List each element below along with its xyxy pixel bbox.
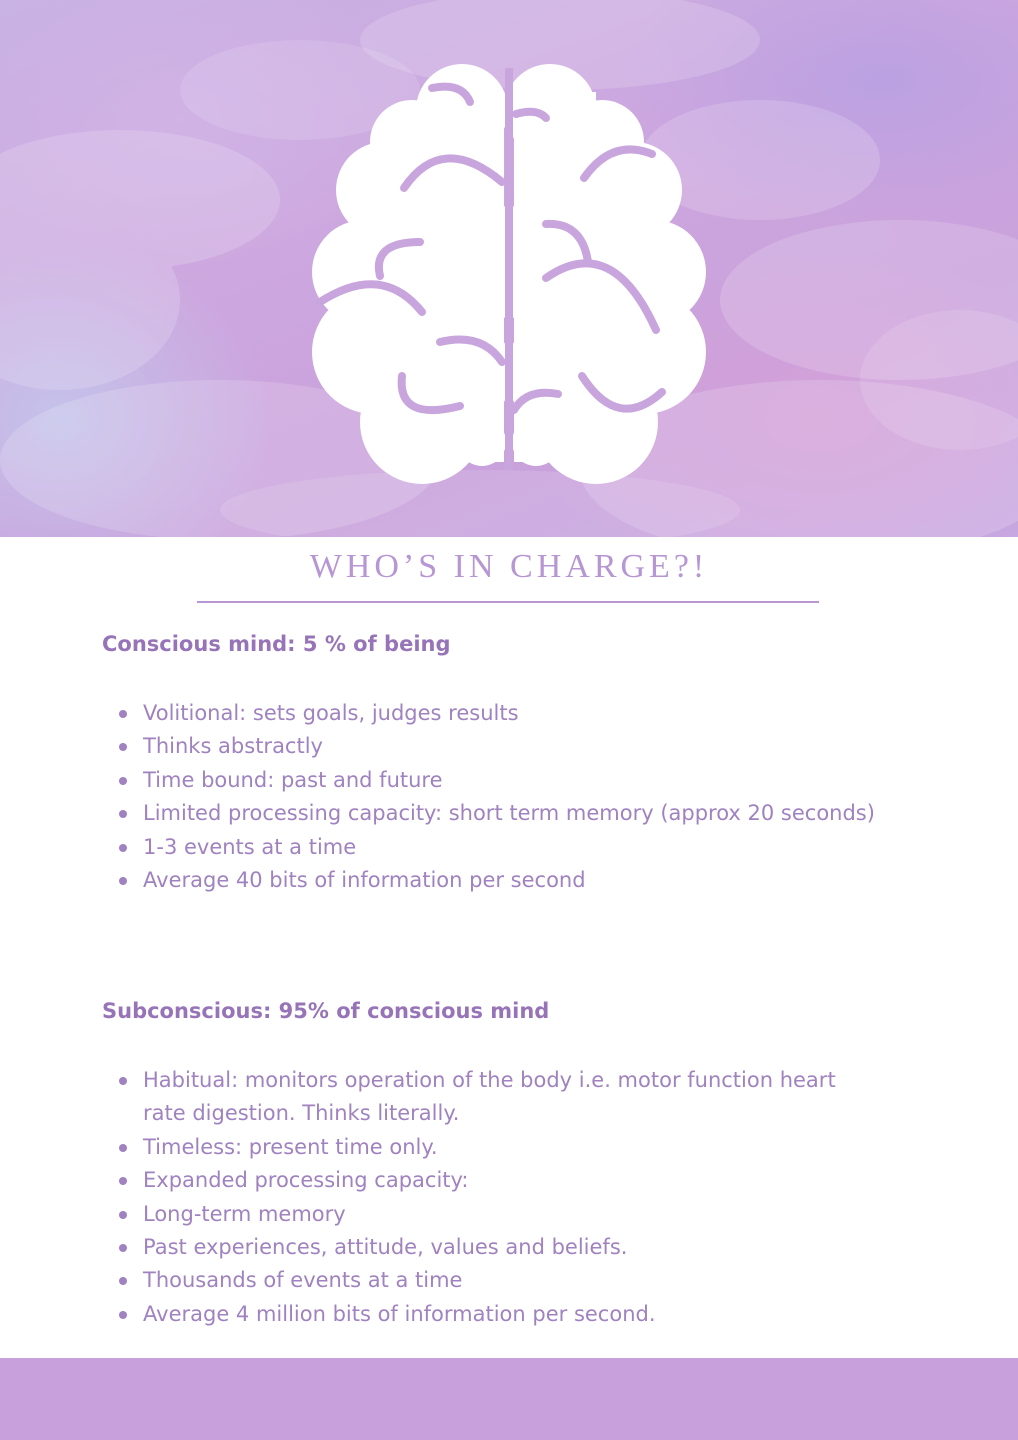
list-item: Thinks abstractly [143,730,883,763]
hero-banner [0,0,1018,537]
subconscious-heading: Subconscious: 95% of conscious mind [102,999,550,1023]
list-item: Volitional: sets goals, judges results [143,697,883,730]
conscious-list [143,697,883,897]
page-title: WHO’S IN CHARGE?! [309,548,709,585]
list-item: Average 40 bits of information per second [143,864,883,897]
brain-icon [312,62,706,487]
list-item: Timeless: present time only. [143,1131,883,1164]
title-underline [197,601,819,603]
list-item: Long-term memory [143,1198,883,1231]
footer-band [0,1358,1018,1440]
list-item: Average 4 million bits of information per second. [143,1298,883,1331]
list-item: Thousands of events at a time [143,1264,883,1297]
list-item: Expanded processing capacity: [143,1164,883,1197]
list-item: 1-3 events at a time [143,831,883,864]
list-item: Time bound: past and future [143,764,883,797]
list-item: Limited processing capacity: short term memory (approx 20 seconds) [143,797,883,830]
conscious-heading: Conscious mind: 5 % of being [102,632,451,656]
subconscious-list [143,1064,883,1331]
list-item: Past experiences, attitude, values and beliefs. [143,1231,883,1264]
list-item: Habitual: monitors operation of the body i.e. motor function heart rate digestion. Thinks literally. [143,1064,883,1131]
